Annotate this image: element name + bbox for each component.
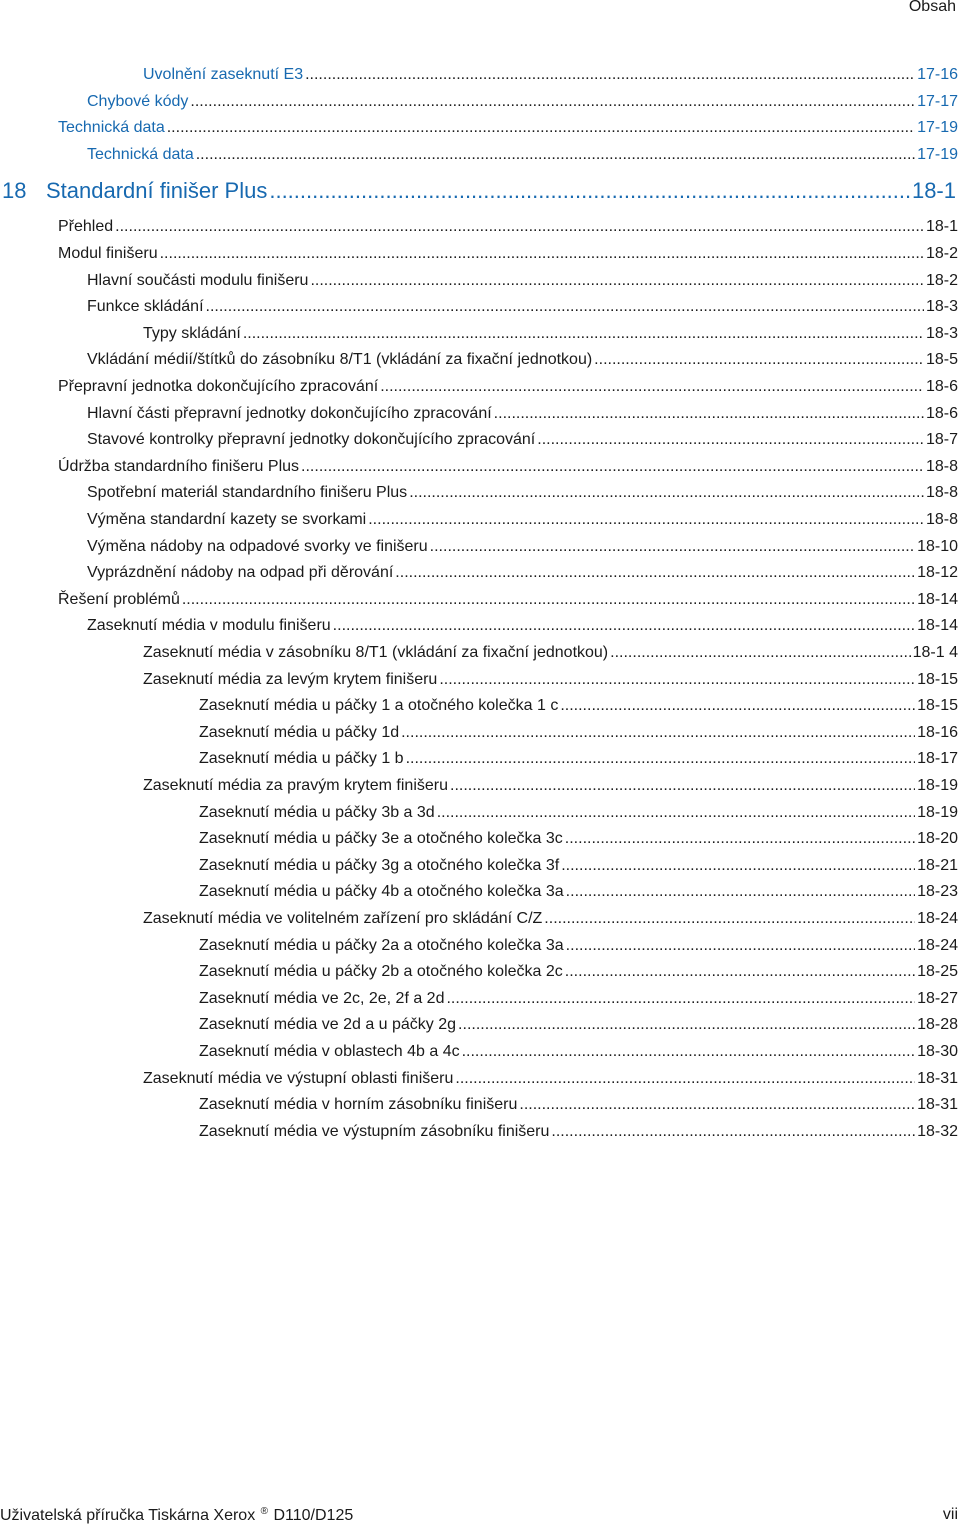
toc-entry-title: Zaseknutí média u páčky 2a a otočného kolečka 3a (199, 936, 564, 954)
toc-entry[interactable] (143, 321, 958, 347)
toc-dot-leader (565, 959, 915, 985)
toc-entry-title: Standardní finišer Plus (46, 178, 268, 204)
toc-page-number: 18-25 (917, 963, 958, 981)
toc-entry[interactable] (58, 454, 958, 480)
toc-page-number: 17-19 (917, 145, 958, 163)
toc-entry-title: Spotřební materiál standardního finišeru Plus (87, 484, 408, 502)
toc-page-number: 18-21 (917, 856, 958, 874)
toc-page-number: 18-10 (917, 537, 958, 555)
toc-dot-leader (182, 587, 915, 613)
toc-dot-leader (310, 268, 924, 294)
toc-dot-leader (430, 534, 915, 560)
toc-page-number: 18-12 (917, 564, 958, 582)
toc-dot-leader (160, 241, 924, 267)
toc-entry-title: Technická data (58, 119, 165, 137)
toc-entry-title: Chybové kódy (87, 92, 189, 110)
toc-page-number: 18-16 (917, 723, 958, 741)
toc-entry-title: Zaseknutí média ve 2c, 2e, 2f a 2d (199, 989, 445, 1007)
toc-entry[interactable] (143, 1066, 958, 1092)
toc-entry-title: Vyprázdnění nádoby na odpad při děrování (87, 564, 394, 582)
toc-dot-leader (494, 401, 924, 427)
toc-dot-leader (196, 142, 915, 168)
toc-page-number: 18-24 (917, 936, 958, 954)
toc-entry[interactable] (58, 374, 958, 400)
toc-entry-title: Vkládání médií/štítků do zásobníku 8/T1 (vkládání za fixační jednotkou) (87, 351, 593, 369)
toc-entry-title: Zaseknutí média v oblastech 4b a 4c (199, 1043, 460, 1060)
footer-page-number: vii (942, 1506, 958, 1523)
toc-entry[interactable] (199, 1039, 958, 1065)
toc-entry[interactable] (199, 986, 958, 1012)
toc-dot-leader (206, 294, 924, 320)
toc-page-number: 18-1 4 (912, 644, 958, 661)
toc-entry[interactable] (87, 480, 958, 506)
toc-dot-leader (409, 480, 924, 506)
toc-entry-title: Uvolnění zaseknutí E3 (143, 66, 304, 83)
toc-entry[interactable] (87, 507, 958, 533)
toc-entry[interactable] (199, 959, 958, 985)
toc-dot-leader (551, 1119, 915, 1145)
toc-dot-leader (401, 720, 915, 746)
toc-entry[interactable] (58, 587, 958, 613)
toc-chapter-entry[interactable] (2, 174, 956, 208)
toc-page-number: 18-7 (925, 431, 958, 449)
toc-entry-title: Zaseknutí média v horním zásobníku finišeru (199, 1096, 518, 1114)
toc-entry[interactable] (143, 906, 958, 932)
toc-dot-leader (269, 174, 910, 208)
toc-page-number: 18-15 (917, 697, 958, 715)
toc-dot-leader (437, 800, 915, 826)
toc-dot-leader (455, 1066, 915, 1092)
toc-dot-leader (519, 1092, 915, 1118)
toc-entry[interactable] (87, 268, 958, 294)
toc-page-number: 18-6 (925, 378, 958, 395)
toc-page-number: 18-28 (917, 1016, 958, 1034)
toc-page-number: 18-6 (925, 404, 958, 422)
toc-page-number: 18-8 (925, 484, 958, 502)
toc-entry[interactable] (199, 800, 958, 826)
toc-entry-title: Zaseknutí média v modulu finišeru (87, 617, 331, 635)
toc-dot-leader (190, 89, 915, 115)
toc-page-number: 18-1 (925, 218, 958, 236)
toc-entry[interactable] (199, 693, 958, 719)
toc-dot-leader (439, 667, 915, 693)
toc-page-number: 18-19 (917, 777, 958, 794)
toc-dot-leader (243, 321, 924, 347)
toc-page-number: 18-27 (917, 989, 958, 1007)
toc-entry[interactable] (58, 241, 958, 267)
toc-entry-title: Hlavní části přepravní jednotky dokončujícího zpracování (87, 404, 492, 422)
toc-page-number: 17-19 (917, 119, 958, 137)
toc-entry[interactable] (58, 115, 958, 141)
toc-page-number: 18-8 (925, 457, 958, 475)
toc-entry-title: Zaseknutí média v zásobníku 8/T1 (vkládání za fixační jednotkou) (143, 644, 609, 661)
toc-dot-leader (561, 853, 915, 879)
toc-entry[interactable] (87, 560, 958, 586)
toc-dot-leader (565, 826, 915, 852)
toc-dot-leader (167, 115, 915, 141)
toc-entry-title: Řešení problémů (58, 590, 180, 608)
toc-entry[interactable] (199, 1119, 958, 1145)
toc-entry[interactable] (199, 1092, 958, 1118)
toc-entry[interactable] (87, 613, 958, 639)
registered-mark: ® (260, 1506, 269, 1517)
toc-entry-title: Zaseknutí média za pravým krytem finišeru (143, 777, 448, 794)
toc-dot-leader (544, 906, 915, 932)
toc-dot-leader (610, 640, 910, 666)
toc-entry-title: Zaseknutí média u páčky 3b a 3d (199, 803, 435, 821)
toc-entry[interactable] (143, 640, 958, 666)
toc-dot-leader (446, 986, 915, 1012)
toc-entry-title: Zaseknutí média u páčky 1 a otočného kolečka 1 c (199, 697, 559, 715)
toc-page-number: 18-20 (917, 830, 958, 848)
toc-entry-title: Přepravní jednotka dokončujícího zpracování (58, 378, 379, 395)
toc-dot-leader (333, 613, 915, 639)
toc-entry-title: Stavové kontrolky přepravní jednotky dokončujícího zpracování (87, 431, 536, 449)
toc-entry[interactable] (199, 720, 958, 746)
toc-entry[interactable] (58, 214, 958, 240)
toc-page-number: 18-31 (917, 1069, 958, 1087)
toc-dot-leader (462, 1039, 915, 1065)
toc-entry-title: Funkce skládání (87, 298, 204, 316)
toc-entry-title: Modul finišeru (58, 245, 158, 262)
toc-entry-title: Výměna standardní kazety se svorkami (87, 511, 367, 528)
toc-dot-leader (301, 454, 924, 480)
toc-page-number: 18-15 (917, 670, 958, 688)
toc-page-number: 18-32 (917, 1122, 958, 1140)
toc-entry-title: Zaseknutí média za levým krytem finišeru (143, 670, 438, 688)
toc-page-number: 18-31 (917, 1096, 958, 1114)
toc-entry-title: Technická data (87, 145, 194, 163)
toc-entry-title: Údržba standardního finišeru Plus (58, 457, 300, 475)
toc-dot-leader (566, 879, 915, 905)
toc-entry[interactable] (87, 142, 958, 168)
toc-entry-title: Typy skládání (143, 324, 241, 342)
toc-page-number: 18-14 (917, 590, 958, 608)
page-footer (0, 1502, 960, 1528)
toc-dot-leader (395, 560, 915, 586)
toc-page-number: 18-2 (925, 245, 958, 262)
toc-entry-title: Zaseknutí média u páčky 3g a otočného kolečka 3f (199, 856, 560, 874)
page-header (0, 0, 960, 24)
toc-page-number: 17-17 (917, 92, 958, 110)
toc-entry[interactable] (199, 826, 958, 852)
toc-entry-title: Zaseknutí média ve výstupní oblasti finišeru (143, 1069, 454, 1087)
toc-entry-title: Zaseknutí média ve výstupním zásobníku finišeru (199, 1122, 550, 1140)
toc-entry-title: Zaseknutí média ve 2d a u páčky 2g (199, 1016, 457, 1034)
footer-model: D110/D125 (273, 1507, 354, 1524)
toc-entry[interactable] (87, 294, 958, 320)
toc-entry-title: Zaseknutí média u páčky 3e a otočného kolečka 3c (199, 830, 563, 848)
toc-page-number: 18-1 (911, 178, 956, 204)
toc-dot-leader (450, 773, 915, 799)
toc-page-number: 18-8 (925, 511, 958, 528)
toc-page-number: 18-14 (917, 617, 958, 635)
toc-page-number: 18-23 (917, 883, 958, 901)
toc-entry[interactable] (143, 773, 958, 799)
toc-entry[interactable] (143, 667, 958, 693)
toc-dot-leader (566, 933, 915, 959)
toc-entry-title: Zaseknutí média u páčky 2b a otočného kolečka 2c (199, 963, 563, 981)
toc-page-number: 18-2 (925, 271, 958, 289)
toc-dot-leader (380, 374, 924, 400)
toc-entry-title: Přehled (58, 218, 114, 236)
toc-dot-leader (368, 507, 924, 533)
toc-entry-title: Zaseknutí média u páčky 1 b (199, 750, 404, 768)
toc-dot-leader (458, 1012, 915, 1038)
toc-entry[interactable] (87, 347, 958, 373)
toc-entry-title: Zaseknutí média ve volitelném zařízení pro skládání C/Z (143, 910, 543, 927)
toc-page-number: 18-17 (917, 750, 958, 768)
toc-page-number: 18-3 (925, 324, 958, 342)
toc-page-number: 18-5 (925, 351, 958, 369)
toc-entry[interactable] (199, 879, 958, 905)
header-section-label: Obsah (908, 0, 956, 15)
toc-entry-title: Hlavní součásti modulu finišeru (87, 271, 309, 289)
toc-page-number: 18-24 (917, 910, 958, 927)
toc-dot-leader (537, 427, 924, 453)
toc-dot-leader (406, 746, 916, 772)
toc-entry[interactable] (87, 401, 958, 427)
footer-title-text: Uživatelská příručka Tiskárna Xerox (0, 1507, 256, 1524)
toc-chapter-number: 18 (2, 178, 27, 204)
toc-entry[interactable] (87, 534, 958, 560)
toc-entry-title: Výměna nádoby na odpadové svorky ve finišeru (87, 537, 428, 555)
toc-entry-title: Zaseknutí média u páčky 1d (199, 723, 400, 741)
toc-page-number: 17-16 (917, 66, 958, 83)
toc-dot-leader (115, 214, 924, 240)
toc-entry-title: Zaseknutí média u páčky 4b a otočného kolečka 3a (199, 883, 564, 901)
toc-page-number: 18-3 (925, 298, 958, 316)
toc-dot-leader (594, 347, 924, 373)
toc-page-number: 18-19 (917, 803, 958, 821)
toc-dot-leader (305, 62, 915, 88)
toc-dot-leader (560, 693, 915, 719)
toc-entry[interactable] (199, 853, 958, 879)
toc-page-number: 18-30 (917, 1043, 958, 1060)
toc-entry[interactable] (143, 62, 958, 88)
toc-entry[interactable] (199, 933, 958, 959)
toc-entry[interactable] (87, 427, 958, 453)
toc-entry[interactable] (199, 746, 958, 772)
toc-entry[interactable] (87, 89, 958, 115)
footer-document-title (0, 1506, 353, 1525)
toc-entry[interactable] (199, 1012, 958, 1038)
